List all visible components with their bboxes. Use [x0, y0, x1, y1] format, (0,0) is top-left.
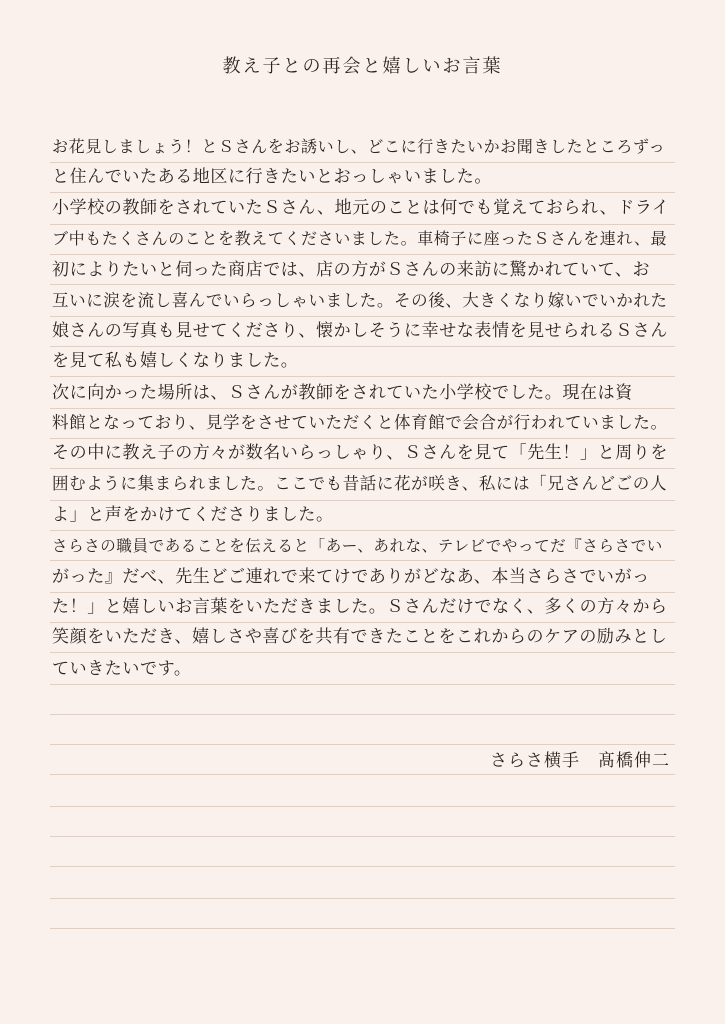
ruled-line	[50, 254, 675, 255]
body-line: よ」と声をかけてくださりました。	[52, 505, 334, 525]
body-line: さらさの職員であることを伝えると「あー、あれな、テレビでやってだ『さらさでい	[52, 537, 663, 555]
ruled-line	[50, 346, 675, 347]
ruled-line	[50, 438, 675, 439]
ruled-line	[50, 714, 675, 715]
body-line: 娘さんの写真も見せてくださり、懐かしそうに幸せな表情を見せられるＳさん	[52, 321, 668, 341]
ruled-line	[50, 836, 675, 837]
body-line: お花見しましょう！とＳさんをお誘いし、どこに行きたいかお聞きしたところずっ	[52, 137, 666, 156]
body-line: 互いに涙を流し喜んでいらっしゃいました。その後、大きくなり嫁いでいかれた	[52, 291, 668, 310]
body-line: 料館となっており、見学をさせていただくと体育館で会合が行われていました。	[52, 413, 668, 432]
body-line: 笑顔をいただき、嬉しさや喜びを共有できたことをこれからのケアの励みとし	[52, 627, 668, 647]
body-line: 次に向かった場所は、Ｓさんが教師をされていた小学校でした。現在は資	[52, 383, 633, 403]
signature: さらさ横手 髙橋伸二	[490, 751, 670, 771]
body-line: がった』だべ、先生どご連れで来てけでありがどなあ、本当さらさでいがっ	[52, 567, 650, 587]
ruled-line	[50, 928, 675, 929]
ruled-line	[50, 224, 675, 225]
ruled-line	[50, 866, 675, 867]
body-line: 小学校の教師をされていたＳさん、地元のことは何でも覚えておられ、ドライ	[52, 198, 670, 218]
ruled-line	[50, 376, 675, 377]
body-line: と住んでいたある地区に行きたいとおっしゃいました。	[52, 167, 492, 187]
ruled-line	[50, 744, 675, 745]
ruled-line	[50, 806, 675, 807]
ruled-line	[50, 684, 675, 685]
ruled-line	[50, 774, 675, 775]
ruled-line	[50, 468, 675, 469]
body-line: た！」と嬉しいお言葉をいただきました。Ｓさんだけでなく、多くの方々から	[52, 597, 668, 617]
ruled-line	[50, 652, 675, 653]
ruled-line	[50, 162, 675, 163]
page-title: 教え子との再会と嬉しいお言葉	[222, 56, 503, 77]
ruled-line	[50, 898, 675, 899]
body-line: を見て私も嬉しくなりました。	[52, 351, 299, 371]
ruled-line	[50, 560, 675, 561]
body-line: 初によりたいと伺った商店では、店の方がＳさんの来訪に驚かれていて、お	[52, 260, 651, 280]
ruled-line	[50, 316, 675, 317]
ruled-line	[50, 500, 675, 501]
ruled-line	[50, 284, 675, 285]
body-line: ていきたいです。	[52, 659, 192, 679]
body-line: 囲むように集まられました。ここでも昔話に花が咲き、私には「兄さんどごの人	[52, 474, 667, 493]
ruled-line	[50, 592, 675, 593]
ruled-line	[50, 192, 675, 193]
body-line: その中に教え子の方々が数名いらっしゃり、Ｓさんを見て「先生！」と周りを	[52, 443, 668, 463]
ruled-line	[50, 530, 675, 531]
body-line: ブ中もたくさんのことを教えてくださいました。車椅子に座ったＳさんを連れ、最	[52, 229, 668, 248]
ruled-line	[50, 622, 675, 623]
ruled-line	[50, 408, 675, 409]
